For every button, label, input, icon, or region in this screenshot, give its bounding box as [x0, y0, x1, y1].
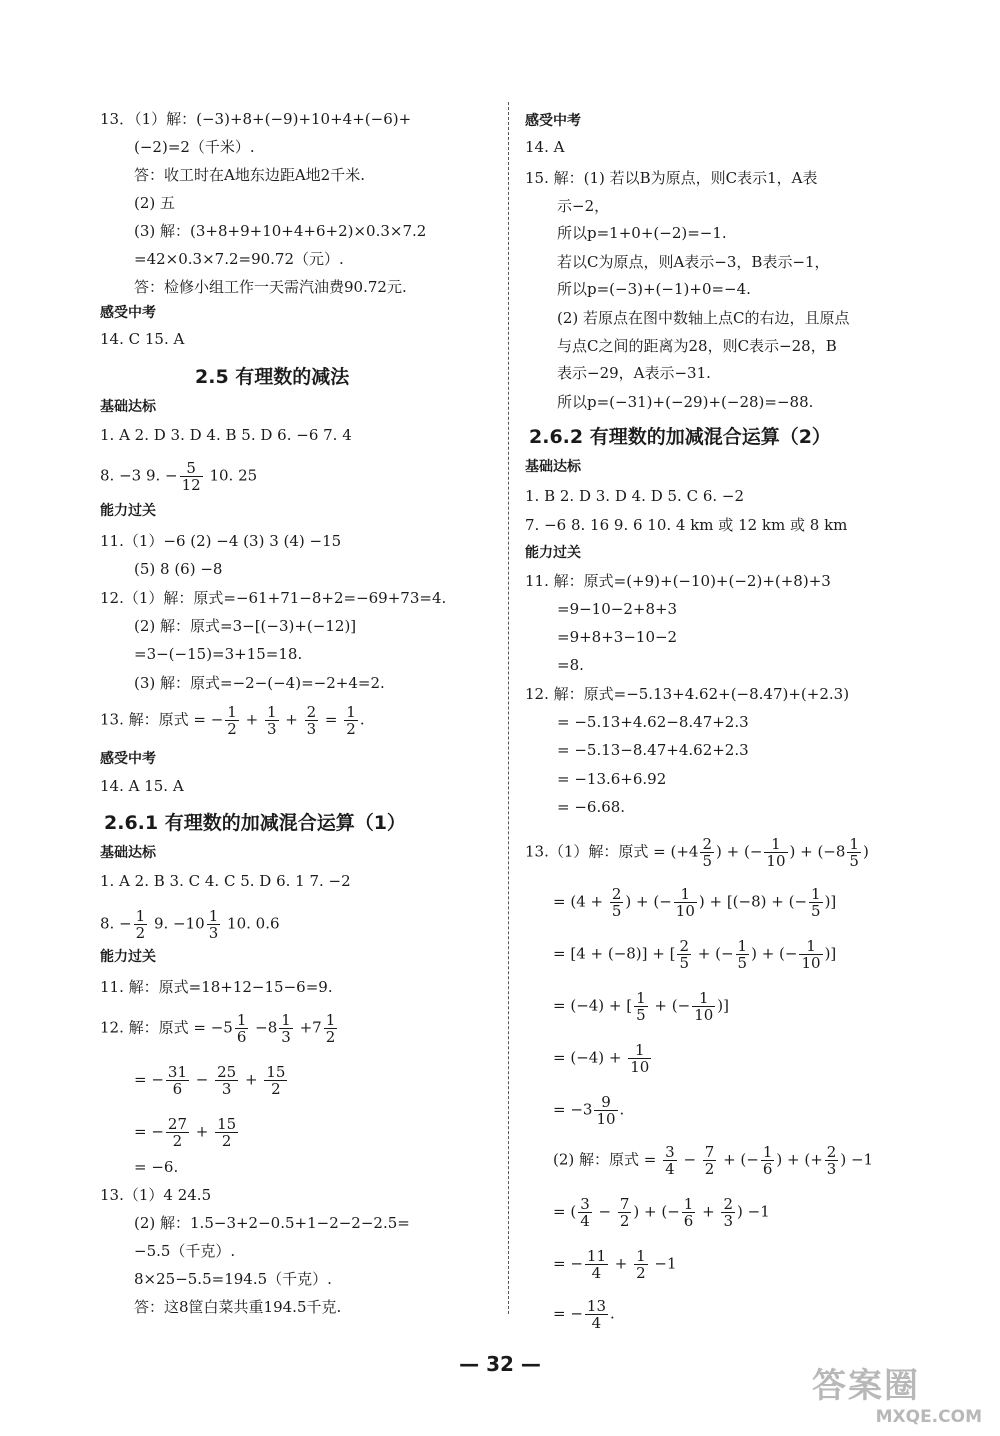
line-text: ) + (− — [625, 892, 672, 911]
line-text: 12. 解：原式 = −5 — [100, 1018, 233, 1037]
answer-line — [134, 1240, 235, 1262]
line-text: 10. 25 — [204, 466, 258, 485]
line-text: 13.（1）4 24.5 — [100, 1186, 212, 1204]
line-text: + (− — [718, 1150, 759, 1169]
numerator: 1 — [636, 989, 646, 1007]
fraction — [166, 1116, 189, 1149]
numerator: 2 — [306, 703, 317, 721]
answer-line — [553, 886, 836, 919]
denominator: 6 — [172, 1080, 183, 1098]
line-text: ) + [(−8) + (− — [698, 892, 808, 911]
answer-line — [134, 1064, 289, 1097]
numerator: 2 — [679, 937, 690, 955]
line-text: 示−2， — [557, 197, 610, 215]
line-text: 1. A 2. D 3. D 4. B 5. D 6. −6 7. 4 — [100, 426, 352, 444]
section-title-2-5: 2.5 有理数的减法 — [195, 366, 350, 388]
denominator: 10 — [630, 1058, 650, 1076]
fraction — [344, 704, 358, 737]
answer-line — [557, 598, 677, 620]
line-text: ) + (+ — [776, 1150, 823, 1169]
answer-line — [525, 514, 847, 536]
line-text: −5.5（千克）. — [134, 1242, 236, 1260]
numerator: 11 — [586, 1247, 606, 1265]
numerator: 3 — [665, 1143, 675, 1161]
section-title-2-6-1: 2.6.1 有理数的加减混合运算（1） — [104, 812, 406, 834]
numerator: 1 — [811, 885, 821, 903]
label-nlgg: 能力过关 — [525, 545, 581, 561]
line-text: −8 — [250, 1018, 278, 1037]
line-text: . — [619, 1100, 625, 1119]
line-text: 11. 解：原式=18+12−15−6=9. — [100, 978, 333, 996]
numerator: 1 — [281, 1011, 291, 1029]
denominator: 2 — [135, 924, 146, 942]
denominator: 2 — [221, 1132, 232, 1150]
denominator: 4 — [591, 1314, 602, 1332]
answer-line — [525, 167, 818, 189]
line-text: 14. C 15. A — [100, 330, 185, 348]
line-text: 8. − — [100, 914, 132, 933]
answer-line — [134, 1212, 410, 1234]
denominator: 5 — [849, 852, 859, 870]
line-text: (2) 解：1.5−3+2−0.5+1−2−2−2.5= — [134, 1214, 410, 1232]
fraction — [847, 836, 861, 869]
line-text: = −6. — [134, 1158, 179, 1176]
denominator: 4 — [580, 1212, 590, 1230]
fraction — [215, 1116, 238, 1149]
line-text: 答：这8筐白菜共重194.5千克. — [134, 1298, 342, 1316]
answer-line — [553, 1248, 677, 1281]
numerator: 1 — [227, 703, 237, 721]
fraction — [721, 1196, 735, 1229]
line-text: + — [240, 1070, 263, 1089]
fraction — [180, 460, 203, 493]
line-text: . — [610, 1304, 615, 1323]
fraction — [610, 886, 624, 919]
line-text: =8. — [557, 656, 584, 674]
answer-line — [100, 1184, 211, 1206]
fraction — [634, 990, 648, 1023]
answer-line — [553, 990, 729, 1023]
label-jcdb: 基础达标 — [100, 399, 156, 415]
line-text: 13．（1）解：(−3)+8+(−9)+10+4+(−6)+ — [100, 110, 412, 128]
line-text: =3−(−15)=3+15=18. — [134, 645, 303, 663]
fraction — [324, 1012, 338, 1045]
numerator: 15 — [266, 1063, 286, 1081]
answer-line — [553, 1144, 873, 1177]
answer-line — [100, 108, 411, 130]
line-text: ) + (− — [751, 944, 798, 963]
fraction — [809, 886, 823, 919]
numerator: 1 — [628, 1042, 651, 1059]
answer-line — [134, 1156, 178, 1178]
denominator: 3 — [221, 1080, 232, 1098]
numerator: 15 — [217, 1115, 237, 1133]
line-text: 12. 解：原式=−5.13+4.62+(−8.47)+(+2.3) — [525, 685, 850, 703]
line-text: ) + (−8 — [789, 842, 846, 861]
line-text: (2) 五 — [134, 194, 176, 212]
line-text: 1. A 2. B 3. C 4. C 5. D 6. 1 7. −2 — [100, 872, 351, 890]
watermark-text: 答案圈 — [812, 1366, 920, 1406]
fraction — [215, 1064, 238, 1097]
line-text: )] — [824, 892, 837, 911]
answer-line — [134, 615, 356, 637]
line-text: + — [240, 710, 263, 729]
line-text: 所以p=1+0+(−2)=−1. — [557, 224, 727, 242]
fraction — [825, 1144, 839, 1177]
numerator: 1 — [236, 1011, 247, 1029]
denominator: 10 — [694, 1006, 714, 1024]
denominator: 3 — [266, 720, 277, 738]
fraction — [578, 1196, 592, 1229]
answer-line — [100, 530, 341, 552]
fraction — [207, 908, 221, 941]
line-text: = −3 — [553, 1100, 593, 1119]
line-text: = ( — [553, 1202, 577, 1221]
line-text: 1. B 2. D 3. D 4. D 5. C 6. −2 — [525, 487, 745, 505]
line-text: = −6.68. — [557, 798, 626, 816]
numerator: 1 — [849, 835, 859, 853]
answer-line — [100, 976, 333, 998]
answer-line — [134, 192, 175, 214]
line-text: )] — [717, 996, 729, 1015]
answer-line — [134, 1268, 332, 1290]
section-title-2-6-2: 2.6.2 有理数的加减混合运算（2） — [529, 426, 831, 448]
denominator: 4 — [591, 1264, 602, 1282]
answer-line — [134, 220, 426, 242]
numerator: 2 — [611, 885, 622, 903]
line-text: 与点C之间的距离为28，则C表示−28，B — [557, 337, 837, 355]
line-text: 若以C为原点，则A表示−3，B表示−1， — [557, 253, 830, 271]
answer-line — [557, 739, 749, 761]
denominator: 2 — [227, 720, 237, 738]
answer-line — [525, 570, 831, 592]
numerator: 27 — [167, 1115, 187, 1133]
answer-line — [525, 836, 869, 869]
answer-line — [557, 362, 711, 384]
answer-line — [134, 558, 222, 580]
answer-line — [557, 195, 609, 217]
line-text: 答：检修小组工作一天需汽油费90.72元. — [134, 278, 407, 296]
fraction — [703, 1144, 717, 1177]
label-gszk: 感受中考 — [525, 113, 581, 129]
numerator: 7 — [704, 1143, 715, 1161]
fraction — [279, 1012, 293, 1045]
line-text: = − — [553, 1254, 583, 1273]
numerator: 1 — [799, 938, 822, 955]
line-text: =42×0.3×7.2=90.72（元）. — [134, 250, 344, 268]
line-text: 答：收工时在A地东边距A地2千米. — [134, 166, 365, 184]
answer-line — [557, 654, 584, 676]
line-text: 8. −3 9. − — [100, 466, 178, 485]
line-text: (2) 解：原式=3−[(−3)+(−12)] — [134, 617, 357, 635]
numerator: 1 — [674, 886, 697, 903]
label-gszk: 感受中考 — [100, 305, 156, 321]
line-text: ) −1 — [840, 1150, 874, 1169]
answer-line — [100, 424, 352, 446]
numerator: 13 — [586, 1297, 606, 1315]
fraction — [674, 886, 697, 919]
denominator: 10 — [766, 852, 786, 870]
line-text: )] — [824, 944, 837, 963]
fraction — [134, 908, 148, 941]
numerator: 1 — [325, 1011, 336, 1029]
fraction — [618, 1196, 632, 1229]
line-text: ) — [862, 842, 869, 861]
line-text: − — [593, 1202, 616, 1221]
answer-line — [557, 626, 677, 648]
numerator: 1 — [636, 1247, 646, 1265]
numerator: 3 — [580, 1195, 590, 1213]
page-number: — 32 — — [459, 1352, 541, 1376]
label-nlgg: 能力过关 — [100, 949, 156, 965]
numerator: 25 — [217, 1063, 237, 1081]
numerator: 1 — [762, 1143, 773, 1161]
fraction — [677, 938, 691, 971]
line-text: = (−4) + [ — [553, 996, 633, 1015]
numerator: 9 — [594, 1094, 617, 1111]
answer-line — [557, 391, 813, 413]
line-text: 9. −10 — [149, 914, 205, 933]
answer-line — [100, 704, 365, 737]
denominator: 2 — [619, 1212, 630, 1230]
fraction — [634, 1248, 648, 1281]
denominator: 5 — [636, 1006, 646, 1024]
fraction — [736, 938, 750, 971]
denominator: 2 — [271, 1080, 281, 1098]
line-text: (5) 8 (6) −8 — [134, 560, 223, 578]
answer-line — [553, 1298, 615, 1331]
line-text: + — [191, 1122, 214, 1141]
answer-line — [553, 938, 836, 971]
line-text: + (− — [649, 996, 691, 1015]
line-text: . — [359, 710, 365, 729]
denominator: 2 — [704, 1160, 715, 1178]
line-text: + — [697, 1202, 720, 1221]
answer-line — [557, 711, 749, 733]
line-text: = − — [134, 1122, 164, 1141]
numerator: 1 — [683, 1195, 694, 1213]
answer-line — [557, 307, 850, 329]
line-text: =9−10−2+8+3 — [557, 600, 678, 618]
answer-line — [557, 222, 727, 244]
fraction — [585, 1248, 608, 1281]
label-jcdb: 基础达标 — [525, 459, 581, 475]
denominator: 3 — [306, 720, 317, 738]
answer-line — [100, 1012, 339, 1045]
denominator: 5 — [679, 954, 690, 972]
denominator: 3 — [826, 1160, 837, 1178]
line-text: (3) 解：(3+8+9+10+4+6+2)×0.3×7.2 — [134, 222, 427, 240]
fraction — [585, 1298, 608, 1331]
line-text: = −13.6+6.92 — [557, 770, 667, 788]
answer-line — [100, 870, 351, 892]
denominator: 3 — [281, 1028, 291, 1046]
numerator: 31 — [167, 1063, 187, 1081]
answer-line — [134, 1116, 240, 1149]
answer-line — [134, 276, 407, 298]
numerator: 2 — [826, 1143, 837, 1161]
numerator: 1 — [764, 836, 787, 853]
answer-line — [134, 248, 344, 270]
denominator: 2 — [636, 1264, 646, 1282]
denominator: 4 — [665, 1160, 675, 1178]
line-text: + — [610, 1254, 633, 1273]
numerator: 2 — [702, 835, 713, 853]
denominator: 6 — [236, 1028, 247, 1046]
fraction — [682, 1196, 696, 1229]
answer-line — [557, 251, 830, 273]
line-text: 12.（1）解：原式=−61+71−8+2=−69+73=4. — [100, 589, 447, 607]
line-text: = (4 + — [553, 892, 608, 911]
line-text: 14. A — [525, 138, 565, 156]
line-text: = − — [553, 1304, 583, 1323]
fraction — [761, 1144, 775, 1177]
line-text: = [4 + (−8)] + [ — [553, 944, 676, 963]
numerator: 5 — [180, 460, 203, 477]
line-text: +7 — [294, 1018, 322, 1037]
line-text: ) −1 — [737, 1202, 770, 1221]
answer-line — [557, 796, 625, 818]
answer-line — [100, 460, 257, 493]
fraction — [628, 1042, 651, 1075]
answer-line — [100, 328, 184, 350]
answer-line — [100, 587, 446, 609]
line-text: 13. 解：原式 = − — [100, 710, 224, 729]
line-text: 表示−29，A表示−31. — [557, 364, 711, 382]
answer-line — [100, 908, 280, 941]
fraction — [225, 704, 239, 737]
line-text: 13.（1）解：原式 = (+4 — [525, 842, 699, 861]
answer-line — [525, 683, 849, 705]
line-text: (2) 解：原式 = — [553, 1150, 662, 1169]
answer-line — [134, 164, 365, 186]
line-text: = −5.13−8.47+4.62+2.3 — [557, 741, 749, 759]
line-text: = −5.13+4.62−8.47+2.3 — [557, 713, 749, 731]
denominator: 2 — [172, 1132, 183, 1150]
line-text: = − — [134, 1070, 164, 1089]
numerator: 1 — [208, 907, 219, 925]
denominator: 5 — [702, 852, 713, 870]
answer-line — [557, 278, 751, 300]
denominator: 6 — [683, 1212, 694, 1230]
line-text: − — [678, 1150, 701, 1169]
line-text: 7. −6 8. 16 9. 6 10. 4 km 或 12 km 或 8 km — [525, 516, 848, 534]
answer-line — [557, 335, 837, 357]
answer-line — [134, 1296, 341, 1318]
fraction — [663, 1144, 677, 1177]
numerator: 7 — [619, 1195, 630, 1213]
line-text: 11.（1）−6 (2) −4 (3) 3 (4) −15 — [100, 532, 342, 550]
line-text: 11. 解：原式=(+9)+(−10)+(−2)+(+8)+3 — [525, 572, 831, 590]
denominator: 3 — [723, 1212, 733, 1230]
denominator: 3 — [208, 924, 219, 942]
answer-line — [525, 485, 744, 507]
line-text: −1 — [649, 1254, 677, 1273]
denominator: 2 — [325, 1028, 336, 1046]
answer-line — [525, 136, 564, 158]
line-text: = (−4) + — [553, 1048, 627, 1067]
fraction — [799, 938, 822, 971]
answer-line — [553, 1094, 624, 1127]
numerator: 1 — [266, 703, 277, 721]
fraction — [166, 1064, 189, 1097]
line-text: 所以p=(−3)+(−1)+0=−4. — [557, 280, 751, 298]
numerator: 1 — [135, 907, 146, 925]
label-gszk: 感受中考 — [100, 751, 156, 767]
denominator: 5 — [611, 902, 622, 920]
label-nlgg: 能力过关 — [100, 503, 156, 519]
denominator: 12 — [181, 476, 201, 494]
fraction — [264, 1064, 287, 1097]
denominator: 10 — [596, 1110, 616, 1128]
numerator: 2 — [723, 1195, 733, 1213]
line-text: (2) 若原点在图中数轴上点C的右边，且原点 — [557, 309, 850, 327]
answer-line — [553, 1196, 770, 1229]
fraction — [764, 836, 787, 869]
watermark-logo — [812, 1358, 982, 1427]
line-text: 10. 0.6 — [222, 914, 280, 933]
numerator: 1 — [692, 990, 715, 1007]
line-text: =9+8+3−10−2 — [557, 628, 678, 646]
fraction — [305, 704, 319, 737]
line-text: + (− — [693, 944, 734, 963]
line-text: ) + (− — [633, 1202, 680, 1221]
line-text: (−2)=2（千米）. — [134, 138, 255, 156]
answer-line — [134, 672, 385, 694]
answer-line — [134, 136, 255, 158]
fraction — [700, 836, 714, 869]
line-text: 8×25−5.5=194.5（千克）. — [134, 1270, 332, 1288]
column-divider — [508, 102, 509, 1314]
denominator: 5 — [811, 902, 821, 920]
fraction — [265, 704, 279, 737]
denominator: 5 — [737, 954, 748, 972]
fraction — [594, 1094, 617, 1127]
line-text: 所以p=(−31)+(−29)+(−28)=−88. — [557, 393, 814, 411]
denominator: 2 — [346, 720, 356, 738]
label-jcdb: 基础达标 — [100, 845, 156, 861]
answer-line — [557, 768, 666, 790]
denominator: 6 — [762, 1160, 773, 1178]
line-text: (3) 解：原式=−2−(−4)=−2+4=2. — [134, 674, 385, 692]
numerator: 1 — [346, 703, 356, 721]
denominator: 10 — [801, 954, 821, 972]
line-text: + — [280, 710, 303, 729]
line-text: 15. 解：(1) 若以B为原点，则C表示1，A表 — [525, 169, 818, 187]
line-text: − — [191, 1070, 214, 1089]
answer-line — [134, 643, 302, 665]
line-text: = — [320, 710, 343, 729]
line-text: 14. A 15. A — [100, 777, 184, 795]
denominator: 10 — [675, 902, 695, 920]
numerator: 1 — [737, 937, 748, 955]
line-text: ) + (− — [716, 842, 763, 861]
fraction — [692, 990, 715, 1023]
watermark-url: MXQE.COM — [875, 1407, 982, 1427]
answer-line — [100, 775, 184, 797]
fraction — [235, 1012, 249, 1045]
answer-line — [553, 1042, 653, 1075]
